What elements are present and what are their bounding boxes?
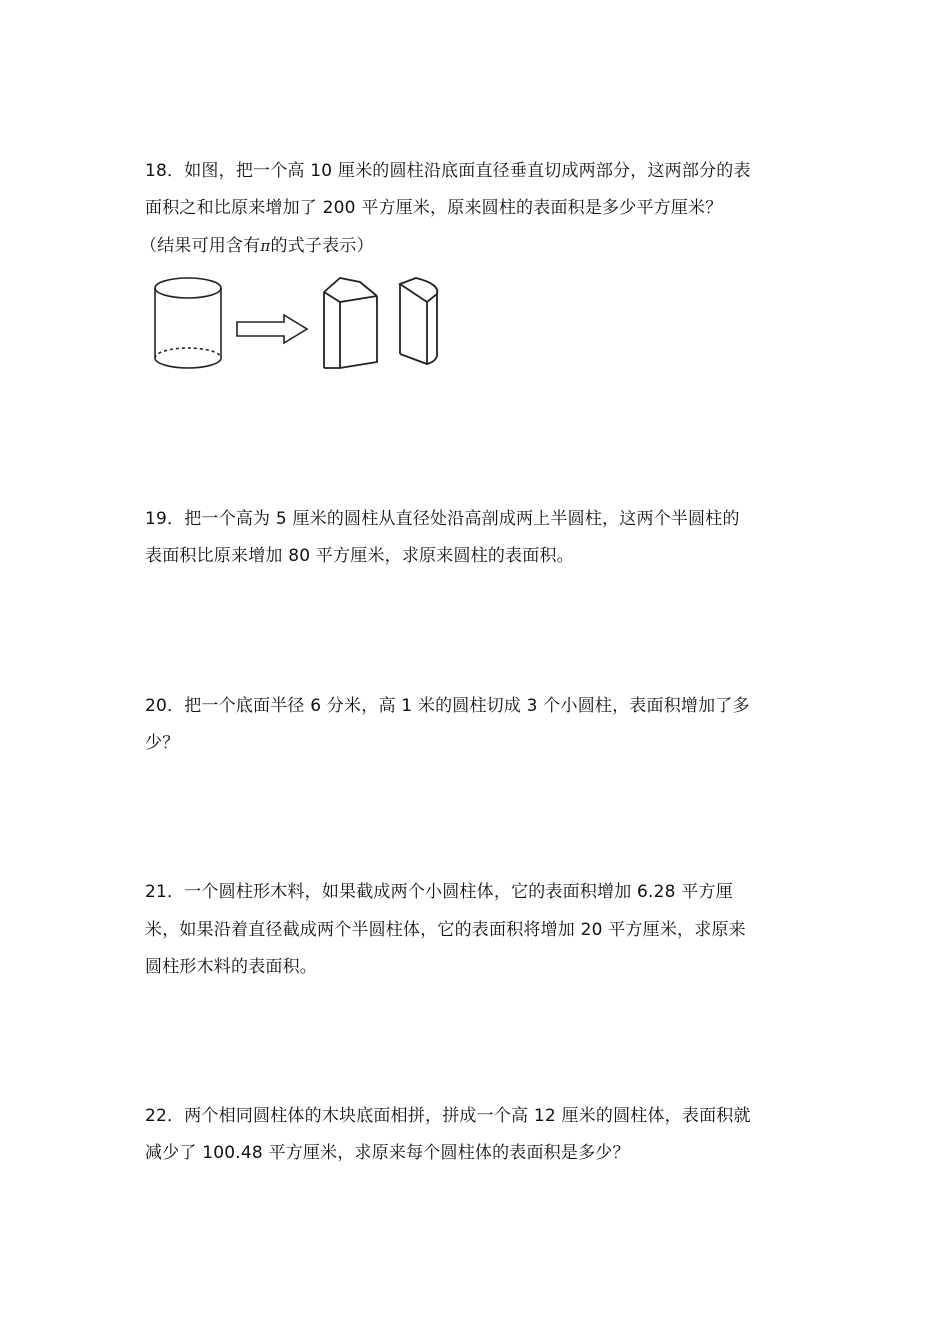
question-19-line-2: 表面积比原来增加 80 平方厘米，求原来圆柱的表面积。 [145, 546, 574, 566]
half-cylinder-icon [400, 278, 437, 364]
question-22-line-1: 22．两个相同圆柱体的木块底面相拼，拼成一个高 12 厘米的圆柱体，表面积就 [145, 1106, 751, 1126]
question-20-line-1: 20．把一个底面半径 6 分米，高 1 米的圆柱切成 3 个小圆柱，表面积增加了多 [145, 696, 750, 716]
question-22-line-2: 减少了 100.48 平方厘米，求原来每个圆柱体的表面积是多少？ [145, 1143, 630, 1163]
question-21-line-1: 21．一个圆柱形木料，如果截成两个小圆柱体，它的表面积增加 6.28 平方厘 [145, 882, 733, 902]
question-20-line-2: 少？ [145, 733, 180, 753]
question-18-line-2: 面积之和比原来增加了 200 平方厘米，原来圆柱的表面积是多少平方厘米？ [145, 198, 723, 218]
question-18-note-suffix: 的式子表示） [270, 236, 374, 256]
cylinder-cut-figure [148, 272, 448, 374]
question-19-line-1: 19．把一个高为 5 厘米的圆柱从直径处沿高剖成两上半圆柱，这两个半圆柱的 [145, 509, 740, 529]
question-18-note [140, 234, 374, 258]
half-cylinder-icon [324, 278, 377, 368]
arrow-right-icon [237, 315, 307, 343]
question-21-line-2: 米，如果沿着直径截成两个半圆柱体，它的表面积将增加 20 平方厘米，求原来 [145, 920, 746, 940]
question-21-line-3: 圆柱形木料的表面积。 [145, 957, 317, 977]
cylinder-icon [155, 278, 221, 368]
question-18-line-1: 18．如图，把一个高 10 厘米的圆柱沿底面直径垂直切成两部分，这两部分的表 [145, 161, 751, 181]
pi-symbol: π [260, 237, 271, 255]
question-18-note-prefix: （结果可用含有 [140, 236, 261, 256]
